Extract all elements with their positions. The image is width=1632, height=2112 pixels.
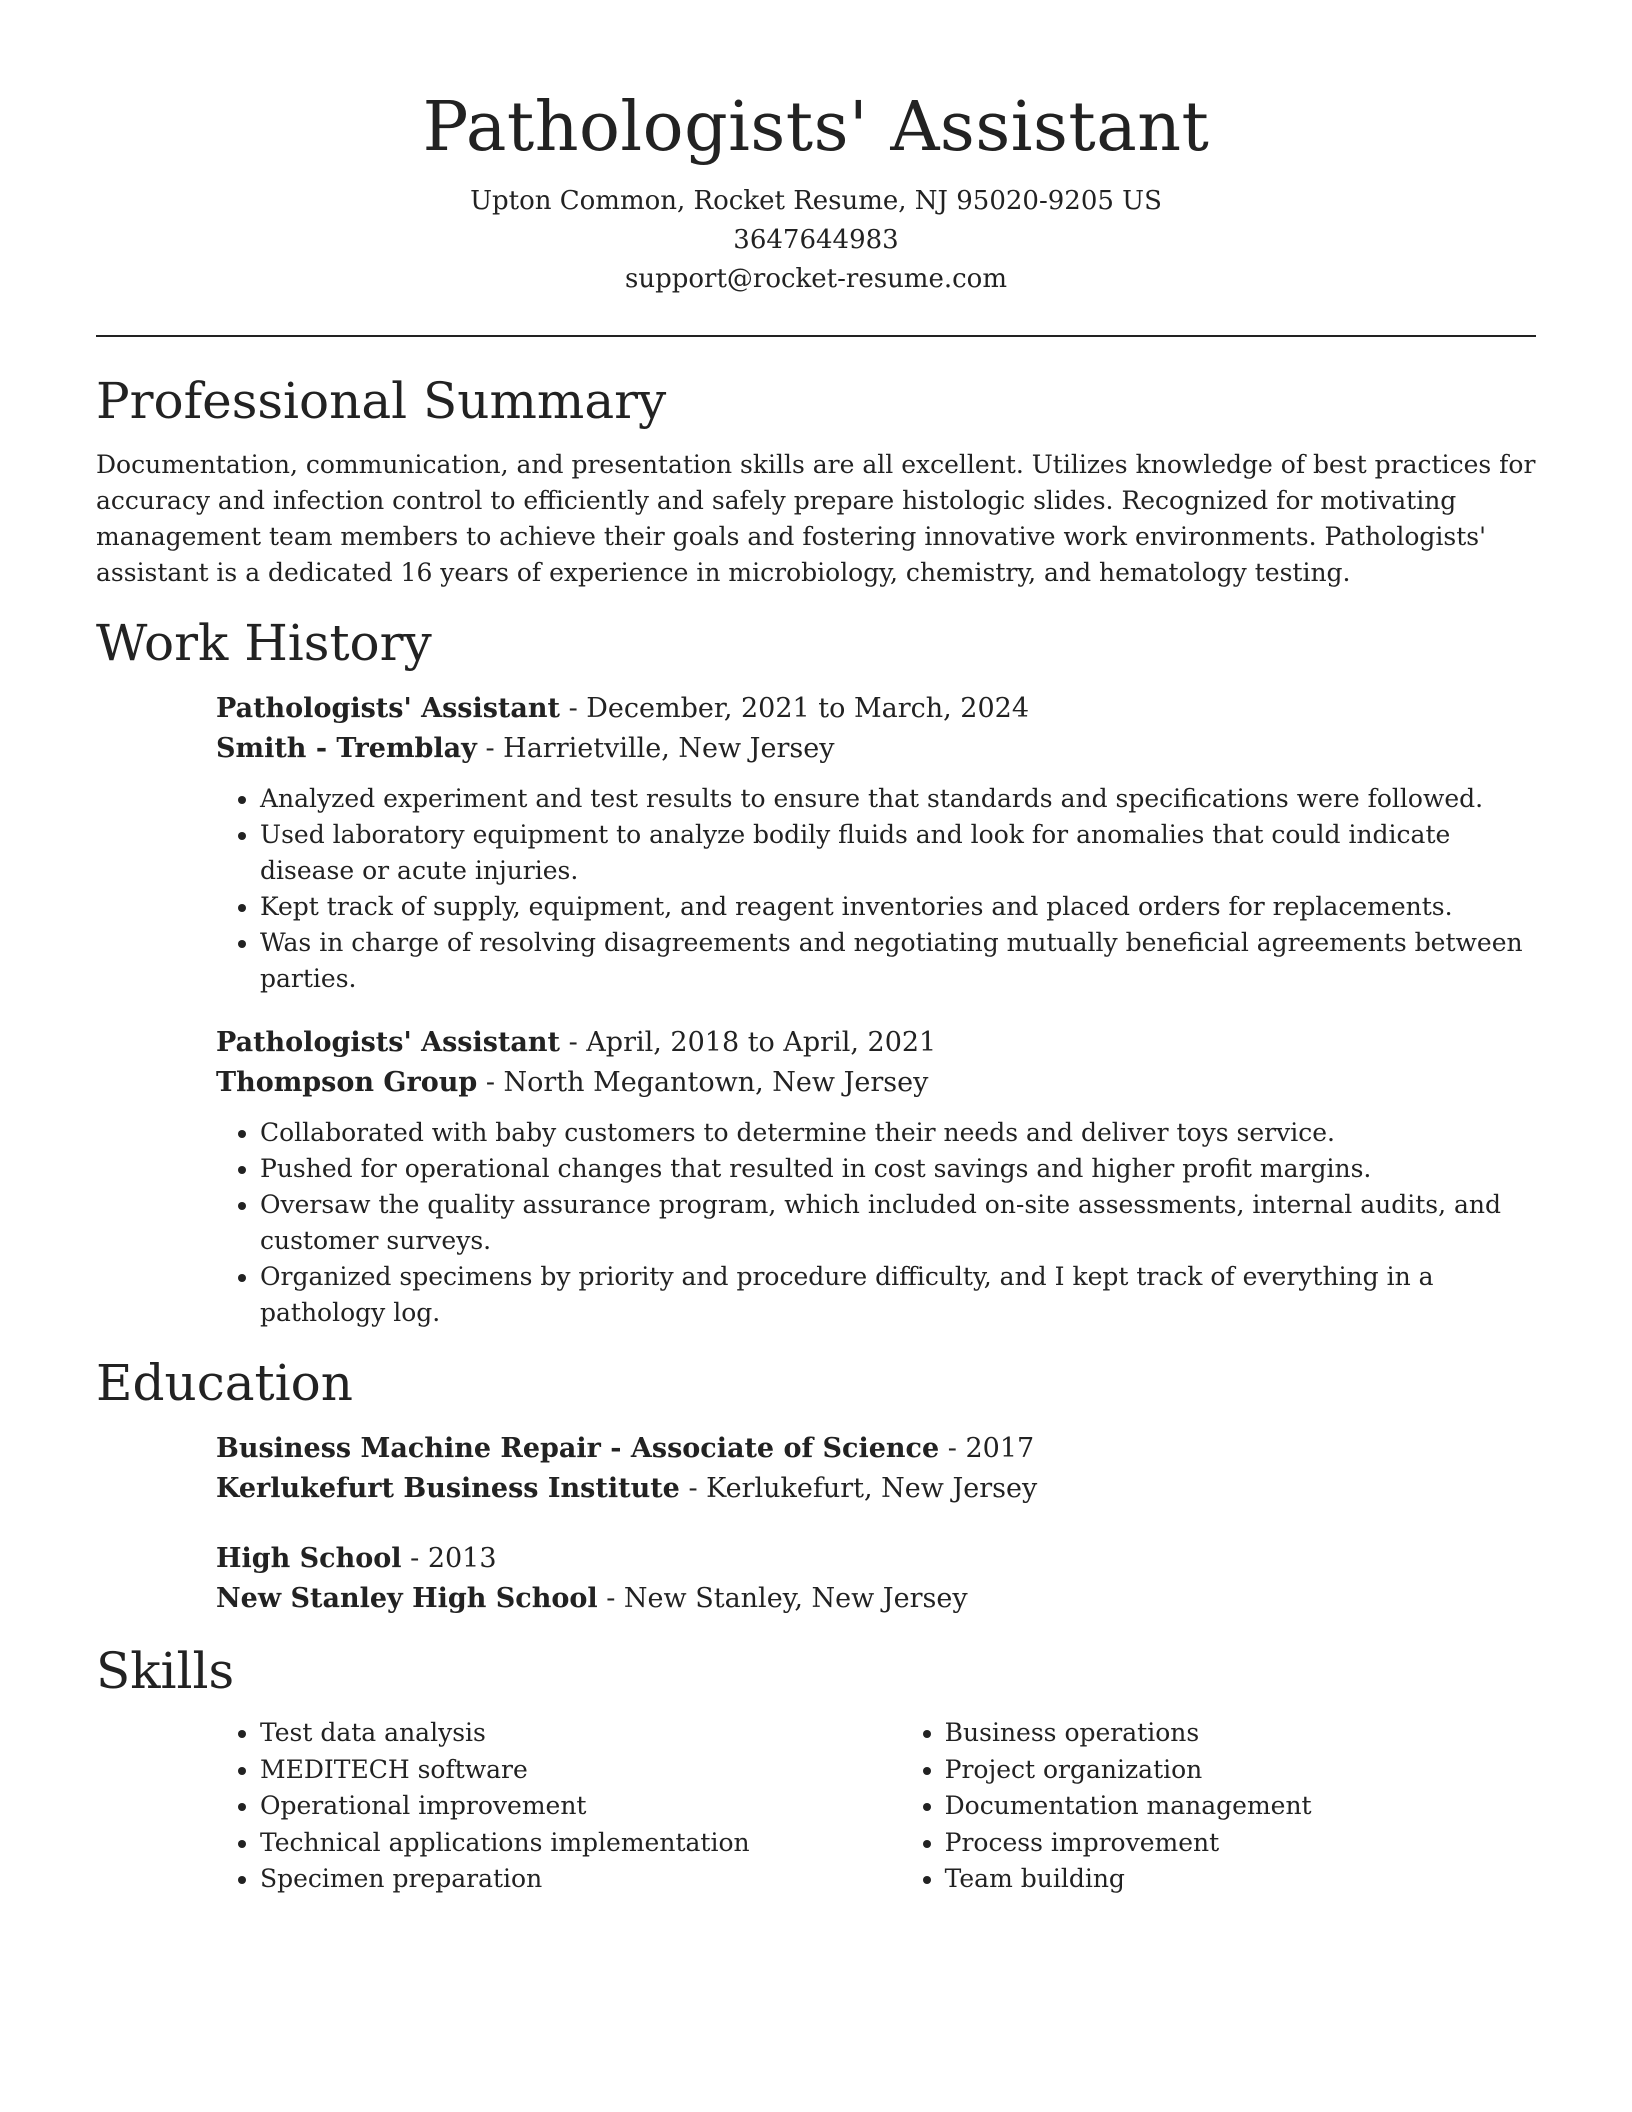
skill-item: • Process improvement xyxy=(945,1825,1536,1862)
job-company: Thompson Group xyxy=(216,1067,478,1098)
job-title-line xyxy=(216,689,1536,729)
degree-year: - 2013 xyxy=(401,1543,497,1574)
job-duties-list xyxy=(216,1115,1536,1331)
section-title-skills: Skills xyxy=(96,1642,235,1700)
degree-line xyxy=(216,1429,1536,1469)
skill-item: • Documentation management xyxy=(945,1788,1536,1825)
list-item: • Oversaw the quality assurance program, which included on-site assessments, internal audits, and customer surveys. xyxy=(260,1187,1536,1259)
job-location: - North Megantown, New Jersey xyxy=(477,1067,929,1098)
list-item: • Pushed for operational changes that resulted in cost savings and higher profit margins. xyxy=(260,1151,1536,1187)
skill-item: • Business operations xyxy=(945,1715,1536,1752)
job-position: Pathologists' Assistant xyxy=(216,693,560,724)
job-company: Smith - Tremblay xyxy=(216,733,477,764)
section-title-education: Education xyxy=(96,1354,353,1412)
education-section xyxy=(96,1353,1536,1619)
school-location: - New Stanley, New Jersey xyxy=(597,1583,968,1614)
contact-info xyxy=(96,182,1536,299)
list-item: • Was in charge of resolving disagreements and negotiating mutually beneficial agreements between parties. xyxy=(260,925,1536,997)
list-item: • Organized specimens by priority and procedure difficulty, and I kept track of everything in a pathology log. xyxy=(260,1259,1536,1331)
skills-column-2 xyxy=(901,1715,1536,1898)
skill-item: • MEDITECH software xyxy=(260,1752,901,1789)
section-title-summary: Professional Summary xyxy=(96,372,667,430)
phone-number: 3647644983 xyxy=(733,225,899,255)
skill-item: • Project organization xyxy=(945,1752,1536,1789)
job-duties-list xyxy=(216,781,1536,997)
skill-item: • Technical applications implementation xyxy=(260,1825,901,1862)
candidate-name: Pathologists' Assistant xyxy=(422,88,1210,167)
list-item: • Used laboratory equipment to analyze bodily fluids and look for anomalies that could indicate disease or acute injuries. xyxy=(260,817,1536,889)
list-item: • Collaborated with baby customers to determine their needs and deliver toys service. xyxy=(260,1115,1536,1151)
school-line xyxy=(216,1469,1536,1509)
job-company-line xyxy=(216,729,1536,769)
education-entry xyxy=(216,1539,1536,1619)
list-item: • Kept track of supply, equipment, and reagent inventories and placed orders for replacements. xyxy=(260,889,1536,925)
skill-item: • Operational improvement xyxy=(260,1788,901,1825)
skill-item: • Team building xyxy=(945,1861,1536,1898)
job-dates: - December, 2021 to March, 2024 xyxy=(560,693,1030,724)
school-name: Kerlukefurt Business Institute xyxy=(216,1473,680,1504)
skills-section xyxy=(96,1641,1536,1898)
degree-field: Business Machine Repair - Associate of Science xyxy=(216,1433,940,1464)
degree-field: High School xyxy=(216,1543,402,1574)
job-location: - Harrietville, New Jersey xyxy=(476,733,835,764)
job-dates: - April, 2018 to April, 2021 xyxy=(560,1027,937,1058)
school-name: New Stanley High School xyxy=(216,1583,598,1614)
skills-column-1 xyxy=(216,1715,901,1898)
header-divider xyxy=(96,335,1536,337)
school-line xyxy=(216,1579,1536,1619)
degree-line xyxy=(216,1539,1536,1579)
job-entry xyxy=(216,689,1536,997)
job-title-line xyxy=(216,1023,1536,1063)
education-entry xyxy=(216,1429,1536,1509)
job-company-line xyxy=(216,1063,1536,1103)
list-item: • Analyzed experiment and test results to ensure that standards and specifications were followed. xyxy=(260,781,1536,817)
skill-item: • Test data analysis xyxy=(260,1715,901,1752)
job-entry xyxy=(216,1023,1536,1331)
work-history-section xyxy=(96,613,1536,1331)
skill-item: • Specimen preparation xyxy=(260,1861,901,1898)
email-address: support@rocket-resume.com xyxy=(624,264,1007,294)
section-title-work-history: Work History xyxy=(96,614,432,672)
address: Upton Common, Rocket Resume, NJ 95020-9205 US xyxy=(470,186,1162,216)
resume-header xyxy=(96,88,1536,299)
school-location: - Kerlukefurt, New Jersey xyxy=(679,1473,1038,1504)
summary-section xyxy=(96,371,1536,591)
degree-year: - 2017 xyxy=(939,1433,1035,1464)
job-position: Pathologists' Assistant xyxy=(216,1027,560,1058)
skills-grid xyxy=(216,1715,1536,1898)
summary-text: Documentation, communication, and presentation skills are all excellent. Utilizes knowledge of best practices for accuracy and infection control to efficiently and safely prepare histologic slides. Recognized for motivating management team members to achieve their goals and fostering innovative work environments. Pathologists' assistant is a dedicated 16 years of experience in microbiology, chemistry, and hematology testing. xyxy=(96,450,1536,587)
